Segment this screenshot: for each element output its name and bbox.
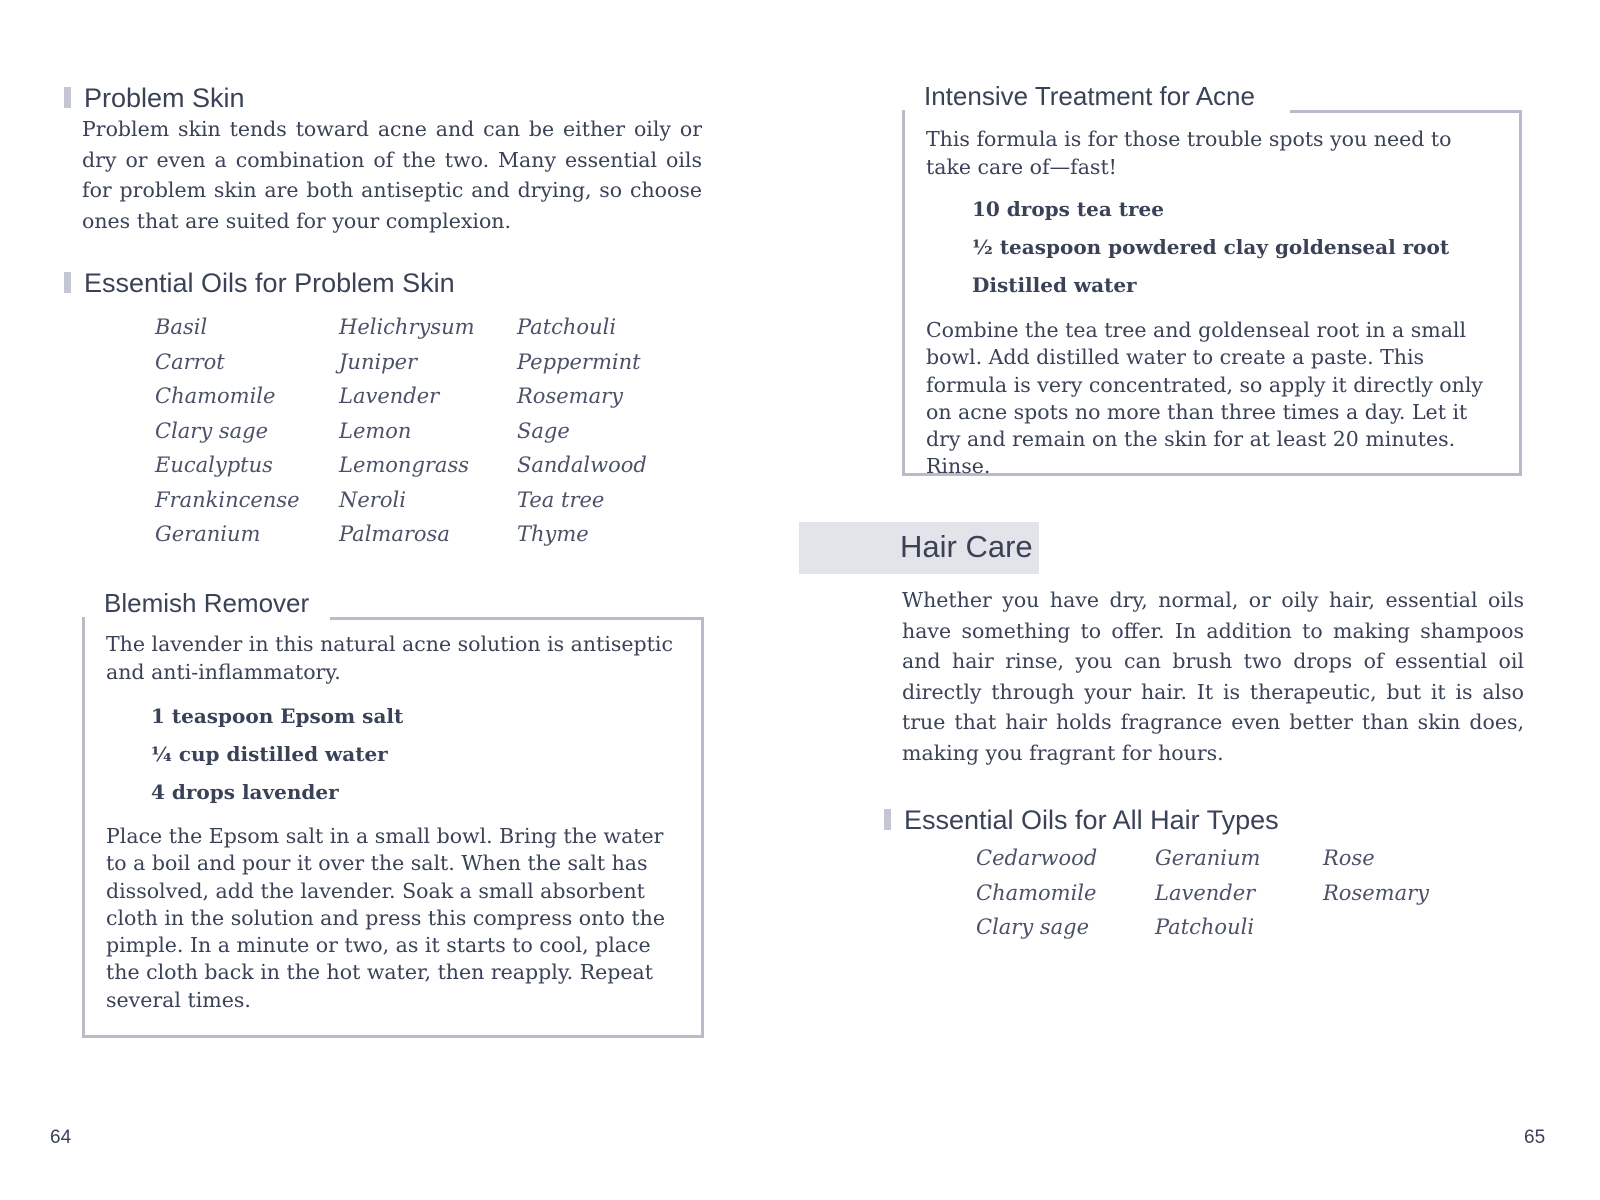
oil-item: Clary sage: [976, 915, 1090, 939]
intensive-treatment-steps: Combine the tea tree and goldenseal root in a small bowl. Add distilled water to create a paste. This formula is very concentrated, so apply it directly only on acne spots no more than three times a day. Let it dry and remain on the skin for at least 20 minutes. Rinse.: [926, 318, 1483, 479]
blemish-remover-intro: The lavender in this natural acne solution is antiseptic and anti-inflammatory.: [106, 632, 673, 684]
ingredient-item: 10 drops tea tree: [972, 197, 1164, 221]
hair-care-title: Hair Care: [900, 529, 1033, 564]
oil-item: Chamomile: [976, 880, 1097, 905]
blemish-remover-steps: Place the Epsom salt in a small bowl. Bring the water to a boil and pour it over the salt. When the salt has dissolved, add the lavender. Soak a small absorbent cloth in the solution and press this compress onto the pimple. In a minute or two, as it starts to cool, place the cloth back in the hot water, then reapply. Repeat several times.: [106, 824, 665, 1012]
oil-item: Rosemary: [517, 384, 623, 408]
oils-hair-types-list: [976, 841, 1463, 945]
ingredient-item: ½ teaspoon powdered clay goldenseal root: [972, 235, 1450, 259]
oil-item: Peppermint: [517, 349, 641, 374]
oil-item: Chamomile: [155, 384, 276, 408]
oils-hair-types-heading: Essential Oils for All Hair Types: [884, 804, 1279, 836]
oil-item: Eucalyptus: [155, 453, 273, 477]
page-number-left: 64: [50, 1127, 72, 1148]
oil-column: [1155, 841, 1323, 945]
oil-item: Rose: [1323, 846, 1375, 870]
oil-item: Cedarwood: [976, 846, 1098, 870]
oil-column: [976, 841, 1155, 945]
heading-accent-bar: [884, 809, 891, 830]
page-number-right: 65: [1524, 1127, 1546, 1148]
hair-care-body: Whether you have dry, normal, or oily hair, essential oils have something to offer. In addition to making shampoos and hair rinse, you can brush two drops of essential oil directly through your hair. It is therapeutic, but it is also true that hair holds fragrance even better than skin does, making you fragrant for hours.: [902, 588, 1524, 765]
oil-column: [339, 310, 517, 552]
oil-item: Carrot: [155, 349, 225, 374]
problem-skin-body: Problem skin tends toward acne and can be either oily or dry or even a combination of the two. Many essential oils for problem skin are both antiseptic and drying, so choose ones that are suited for your complexion.: [82, 117, 702, 233]
oil-item: Lavender: [339, 384, 440, 408]
oil-item: Sage: [517, 418, 570, 443]
oil-item: Clary sage: [155, 418, 269, 443]
oil-item: Lemongrass: [339, 453, 470, 477]
intensive-treatment-ingredients: [972, 190, 1449, 304]
recipe-box-top-border: [1290, 110, 1522, 113]
right-page: [800, 0, 1600, 1200]
ingredient-item: ¼ cup distilled water: [151, 742, 388, 766]
blemish-remover-ingredients: [151, 697, 403, 811]
intensive-treatment-intro: This formula is for those trouble spots you need to take care of—fast!: [926, 127, 1452, 179]
ingredient-item: 4 drops lavender: [151, 780, 339, 804]
oil-item: Helichrysum: [339, 315, 475, 339]
oil-item: Tea tree: [517, 487, 605, 512]
oil-column: [1323, 841, 1463, 945]
oil-item: Palmarosa: [339, 522, 450, 546]
heading-accent-bar: [64, 272, 71, 293]
oil-column: [155, 310, 339, 552]
oil-item: Geranium: [155, 522, 261, 546]
oil-item: Lavender: [1155, 880, 1256, 905]
oil-item: Geranium: [1155, 846, 1261, 870]
oil-item: Patchouli: [1155, 915, 1255, 939]
oil-item: Basil: [155, 315, 208, 339]
problem-skin-heading: Problem Skin: [64, 82, 245, 114]
oils-problem-skin-list: [155, 310, 677, 552]
ingredient-item: Distilled water: [972, 273, 1137, 297]
ingredient-item: 1 teaspoon Epsom salt: [151, 704, 404, 728]
heading-accent-bar: [64, 87, 71, 108]
oil-item: Neroli: [339, 487, 406, 512]
oils-problem-skin-heading: Essential Oils for Problem Skin: [64, 267, 455, 299]
oil-item: Rosemary: [1323, 880, 1429, 905]
intensive-treatment-title: Intensive Treatment for Acne: [924, 81, 1267, 111]
oil-item: Frankincense: [155, 487, 300, 512]
recipe-box-top-border: [330, 617, 704, 620]
oil-item: Lemon: [339, 418, 412, 443]
blemish-remover-title: Blemish Remover: [104, 588, 321, 618]
oil-item: Sandalwood: [517, 453, 647, 477]
oil-item: Thyme: [517, 522, 589, 546]
oil-column: [517, 310, 677, 552]
oil-item: Patchouli: [517, 315, 617, 339]
oil-item: Juniper: [339, 349, 418, 374]
